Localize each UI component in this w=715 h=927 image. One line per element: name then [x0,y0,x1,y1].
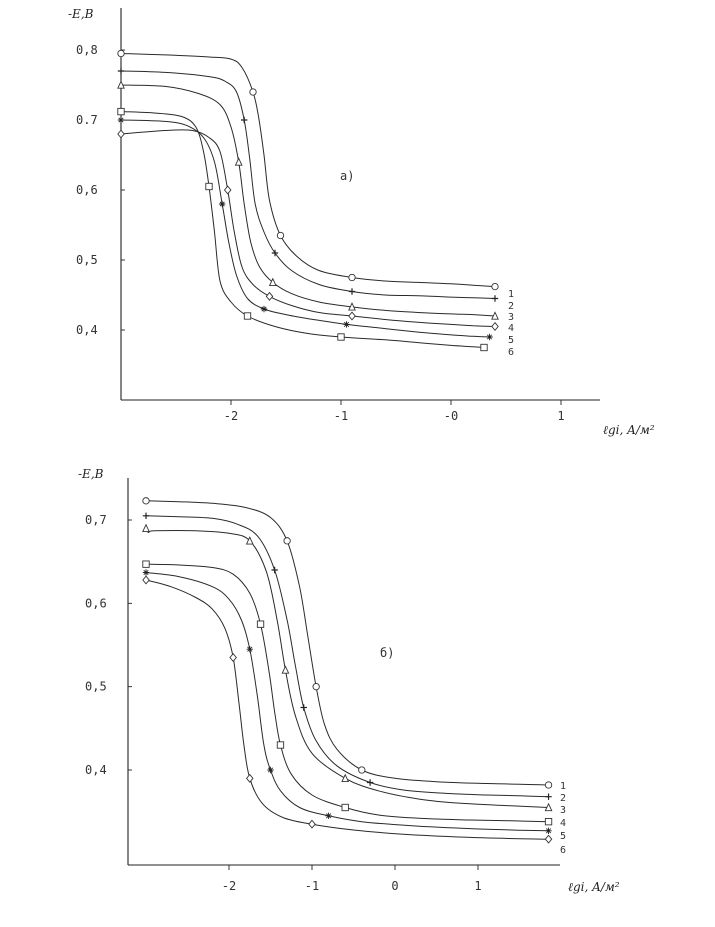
curve-number-label: 3 [508,312,515,323]
data-point [143,498,149,504]
data-point [247,646,253,652]
data-point [143,513,149,519]
x-tick-label: -2 [223,409,239,423]
y-tick-label: 0.7 [76,113,98,127]
data-point [143,576,149,584]
x-axis-title: ℓgi, A/м² [568,880,620,894]
series-line [146,573,549,831]
series-6 [118,108,514,358]
y-tick-label: 0,5 [85,679,107,694]
data-point [267,767,273,773]
data-point [545,828,551,834]
data-point [277,742,283,748]
data-point [349,274,355,280]
data-point [225,186,231,194]
data-point [325,813,331,819]
y-tick-label: 0,8 [76,43,98,57]
data-point [545,835,551,843]
y-tick-label: 0,4 [85,763,107,777]
curve-number-label: 4 [508,323,515,334]
data-point [282,666,288,673]
series-1 [143,498,566,792]
data-point [143,561,149,567]
panel-label: а) [340,169,355,183]
data-point [118,50,124,56]
data-point [481,344,487,350]
curve-number-label: 2 [508,301,515,312]
series-line [121,112,484,348]
series-line [146,501,549,785]
chart-panel-a [68,7,655,437]
data-point [349,312,355,320]
data-point [206,183,212,189]
y-tick-label: 0,6 [85,596,107,611]
y-tick-label: 0,6 [76,183,98,197]
data-point [247,775,253,783]
x-tick-label: -2 [221,879,237,893]
x-tick-label: 1 [557,409,565,423]
data-point [492,323,498,331]
data-point [118,130,124,138]
data-point [118,117,124,123]
x-tick-label: -1 [304,879,320,893]
data-point [343,321,349,327]
x-tick-label: -0 [443,409,459,423]
series-line [146,516,549,797]
curve-number-label: 3 [560,805,567,816]
curve-number-label: 4 [560,818,567,829]
curve-number-label: 6 [560,845,567,856]
curve-number-label: 5 [560,831,567,842]
data-point [236,158,242,165]
series-5 [143,569,566,842]
data-point [359,767,365,773]
data-point [143,569,149,575]
series-line [146,528,549,807]
series-6 [143,576,566,856]
data-point [270,279,276,286]
data-point [244,313,250,319]
series-4 [143,561,566,829]
data-point [301,704,307,710]
series-line [146,580,549,839]
series-line [146,564,549,822]
data-point [486,334,492,340]
data-point [545,782,551,788]
chart-panel-b [78,467,620,894]
data-point [545,793,551,799]
data-point [277,232,283,238]
data-point [261,306,267,312]
data-point [257,621,263,627]
data-point [313,683,319,689]
curve-number-label: 6 [508,347,515,358]
data-point [492,295,498,301]
data-point [367,779,373,785]
panel-label: б) [380,646,395,660]
x-tick-label: 0 [391,879,399,893]
series-line [121,85,495,316]
data-point [349,288,355,294]
series-2 [143,513,566,804]
y-axis-title: -E,B [68,7,94,21]
series-4 [118,130,514,334]
series-3 [143,525,566,816]
data-point [284,538,290,544]
data-point [338,334,344,340]
data-point [118,108,124,114]
data-point [545,818,551,824]
curve-number-label: 1 [560,781,567,792]
curve-number-label: 2 [560,793,567,804]
data-point [143,525,149,532]
data-point [492,283,498,289]
data-point [118,68,124,74]
data-point [219,201,225,207]
series-2 [118,68,514,312]
data-point [309,820,315,828]
y-tick-label: 0,4 [76,323,98,337]
data-point [266,293,272,301]
data-point [250,89,256,95]
curve-number-label: 5 [508,335,515,346]
y-tick-label: 0,5 [76,253,98,267]
data-point [271,567,277,573]
x-tick-label: -1 [333,409,349,423]
x-tick-label: 1 [474,879,482,893]
data-point [342,804,348,810]
curve-number-label: 1 [508,289,515,300]
series-line [121,120,490,337]
y-axis-title: -E,B [78,467,104,481]
series-3 [118,81,514,323]
data-point [342,775,348,782]
y-tick-label: 0,7 [85,513,107,527]
data-point [241,117,247,123]
x-axis-title: ℓgi, A/м² [603,423,655,437]
data-point [230,654,236,662]
